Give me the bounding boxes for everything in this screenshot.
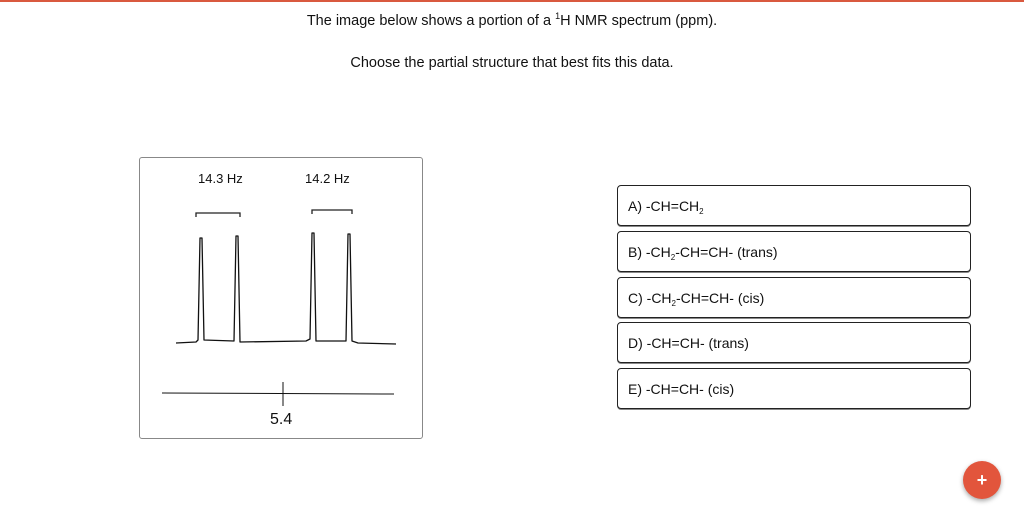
option-text: E) -CH=CH- (cis) bbox=[628, 381, 735, 397]
plus-icon: + bbox=[976, 470, 988, 490]
nmr-spectrum-figure bbox=[139, 157, 423, 439]
option-text-tail: -CH=CH- (cis) bbox=[676, 290, 765, 306]
spectrum-trace bbox=[176, 233, 396, 344]
option-subscript: 2 bbox=[699, 207, 704, 216]
prompt-text-end: H NMR spectrum (ppm). bbox=[560, 13, 718, 29]
option-subscript: 2 bbox=[670, 253, 676, 262]
option-text: C) -CH bbox=[628, 290, 672, 306]
coupling-bracket-left bbox=[196, 213, 240, 217]
add-button[interactable] bbox=[963, 461, 1001, 499]
option-text: B) -CH bbox=[628, 244, 671, 260]
answer-option-e[interactable] bbox=[617, 368, 971, 409]
coupling-bracket-right bbox=[312, 210, 352, 214]
answer-option-c[interactable] bbox=[617, 277, 971, 318]
option-subscript: 2 bbox=[671, 299, 676, 308]
prompt-text-start: The image below shows a portion of a bbox=[306, 13, 556, 29]
option-text: D) -CH=CH- (trans) bbox=[628, 335, 749, 351]
question-prompt bbox=[0, 11, 1024, 29]
answer-option-d[interactable] bbox=[617, 322, 971, 363]
nmr-spectrum-drawing bbox=[140, 158, 424, 440]
chemical-shift-label: 5.4 bbox=[270, 411, 293, 428]
coupling-constant-left: 14.3 Hz bbox=[198, 171, 243, 186]
question-instruction: Choose the partial structure that best fits this data. bbox=[350, 55, 674, 71]
answer-option-b[interactable] bbox=[617, 231, 971, 272]
ppm-axis-line bbox=[162, 393, 394, 394]
option-text-tail: -CH=CH- (trans) bbox=[675, 244, 778, 260]
answer-option-a[interactable] bbox=[617, 185, 971, 226]
coupling-constant-right: 14.2 Hz bbox=[305, 171, 350, 186]
top-accent-rule bbox=[0, 0, 1024, 2]
option-text: A) -CH=CH bbox=[628, 198, 700, 214]
isotope-superscript: 1 bbox=[555, 11, 561, 21]
